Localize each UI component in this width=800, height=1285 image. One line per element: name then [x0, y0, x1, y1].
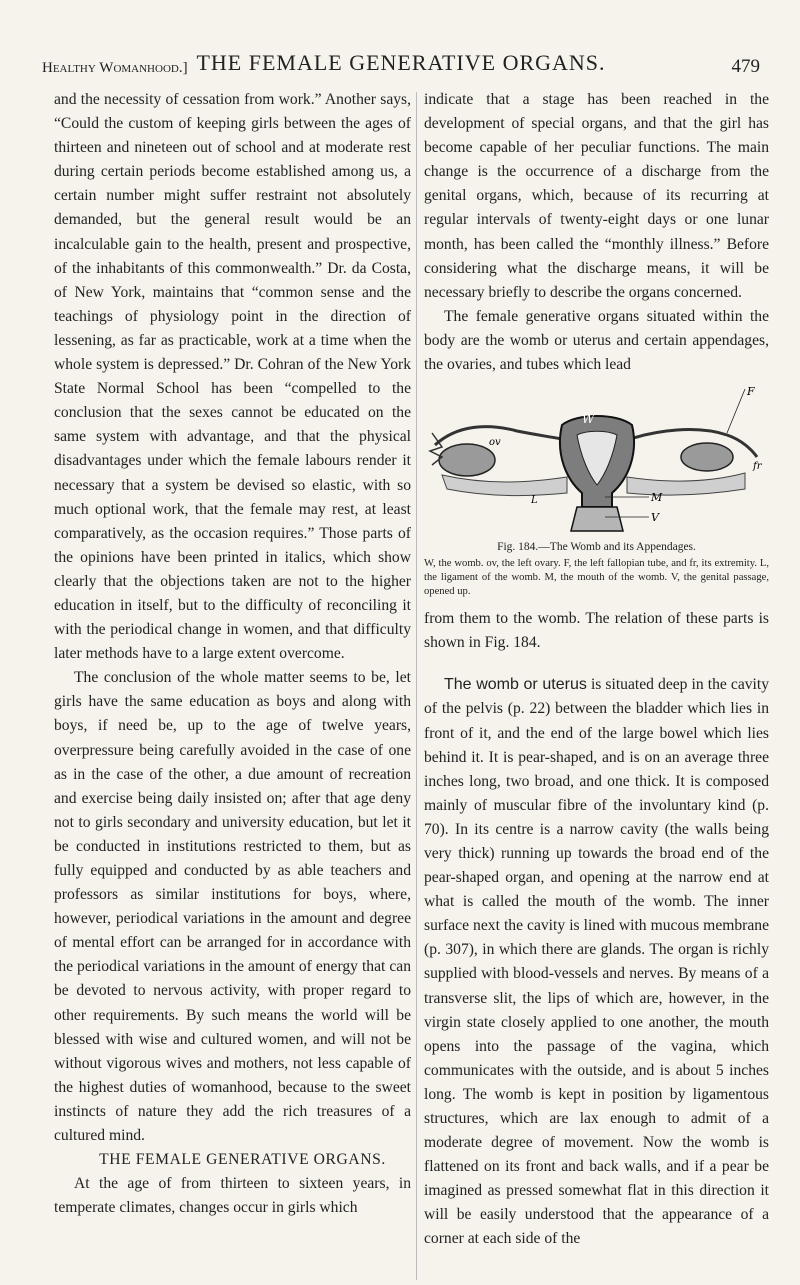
- paragraph-text: is situated deep in the cavity of the pelvis (p. 22) between the bladder which lies in front of it, and the end of the large bowel which lies behind it. It is pear-shaped, and is on an average three inches long, two broad, and one thick. It is composed mainly of muscular fibre of the involuntary kind (p. 70). In its centre is a narrow cavity (the walls being very thick) running up towards the broad end of the pear-shaped organ, and opening at the narrow end at what is called the mouth of the womb. The inner surface next the cavity is lined with mucous membrane (p. 307), in which there are glands. The organ is richly supplied with blood-vessels and nerves. By means of a transverse slit, the lips of which are, however, in the virgin state closely applied to one another, the mouth opens into the passage of the vagina, which communicates with the outside, and is about 5 inches long. The womb is kept in position by ligamentous structures, which are lax enough to admit of a moderate degree of movement. Now the womb is flattened on its front and back walls, and if a pear be imagined as pressed somewhat flat in this direction it will be easily understood that the appearance of a corner at each side of the: [424, 676, 770, 1248]
- label-m: M: [650, 491, 662, 505]
- label-f: F: [746, 385, 755, 399]
- running-head: [42, 46, 760, 86]
- page-number: 479: [731, 56, 760, 77]
- figure-caption: Fig. 184.—The Womb and its Appendages.: [497, 541, 696, 554]
- section-heading: THE FEMALE GENERATIVE ORGANS.: [99, 1151, 386, 1169]
- label-fr: fr: [752, 461, 761, 473]
- paragraph-womb: [424, 673, 769, 1251]
- label-w: W: [581, 412, 594, 427]
- left-ligament: [442, 475, 567, 496]
- paragraph: and the necessity of cessation from work.” Another says, “Could the custom of keeping girls between the ages of thirteen and nineteen out of school and at moderate rest during certain periods become established among us, a certain number might suffer restraint not absolutely demanded, but the general result would be an incalculable gain to the health, present and prospective, of the inhabitants of this commonwealth.” Dr. da Costa, of New York, maintains that “common sense and the teachings of physiology point in the direction of lessening, as far as practicable, work at a time when the whole system is depressed.” Dr. Cohran of the New York State Normal School has been “compelled to the conclusion that the sexes cannot be educated on the same system with advantage, and that the physical disadvantages under which the female labours render it necessary that a system be devised so elastic, with so much optional work, that the female may rest, at least comparatively, as the occasion requires.” Those parts of the opinions have been printed in italics, which show clearly that the objections taken are not to the higher education in itself, but to the difficulty of reconciling it with the periodical change in women, and that difficulty later methods have to a large extent overcome.: [54, 91, 411, 663]
- figure-184: [424, 385, 769, 599]
- term-lead: The womb or uterus: [444, 676, 587, 694]
- label-l: L: [530, 495, 538, 507]
- right-column: [424, 88, 769, 1252]
- paragraph: The conclusion of the whole matter seems to be, let girls have the same education as boys and along with boys, if need be, up to the age of twelve years, overpressure being carefully avoided in the case of one as in the case of the other, a due amount of recreation and exercise being daily insisted on; after that age deny not to girls secondary and university education, but let it be conducted in institutions restricted to them, but as fully equipped and conducted by as able teachers and professors as similar institutions for boys, where, however, periodical variations in the amount and degree of mental effort can be arranged for in accordance with the periodical variations in the amount of energy that can be devoted to nervous activity, with proper regard to other requirements. By such means the world will be blessed with wise and cultured women, and will not be without vigorous wives and mothers, not less capable of the highest duties of womanhood, because to the sweet instincts of nature they add the rich treasures of a cultured mind.: [54, 669, 411, 1145]
- left-tube: [435, 427, 567, 445]
- label-v: V: [650, 511, 659, 525]
- paragraph: from them to the womb. The relation of these parts is shown in Fig. 184.: [424, 610, 769, 652]
- left-column: [54, 88, 411, 1220]
- left-ovary: [439, 444, 495, 476]
- column-divider: [416, 92, 417, 1280]
- running-title-left: Healthy Womanhood.]: [42, 60, 188, 76]
- paragraph: The female generative organs situated within the body are the womb or uterus and certain appendages, the ovaries, and tubes which lead: [424, 307, 769, 374]
- right-ligament: [627, 473, 745, 495]
- chapter-title: THE FEMALE GENERATIVE ORGANS.: [196, 50, 606, 75]
- figure-legend: W, the womb. ov, the left ovary. F, the left fallopian tube, and fr, its extremity. L, the ligament of the womb. M, the mouth of the womb. V, the genital passage, opened up.: [424, 558, 769, 598]
- paragraph: indicate that a stage has been reached in the development of special organs, and that the girl has become capable of her peculiar functions. The main change is the occurrence of a discharge from the genital organs, which, because of its recurring at regular intervals of twenty-eight days or one lunar month, has been called the “monthly illness.” Before considering what the discharge means, it will be necessary briefly to describe the organs concerned.: [424, 91, 769, 301]
- label-line-f: [727, 389, 745, 433]
- genital-passage: [571, 507, 623, 531]
- paragraph: At the age of from thirteen to sixteen years, in temperate climates, changes occur in girls which: [54, 1175, 411, 1217]
- right-ovary: [681, 443, 733, 471]
- label-ov: ov: [488, 437, 501, 449]
- womb-illustration: [427, 385, 767, 533]
